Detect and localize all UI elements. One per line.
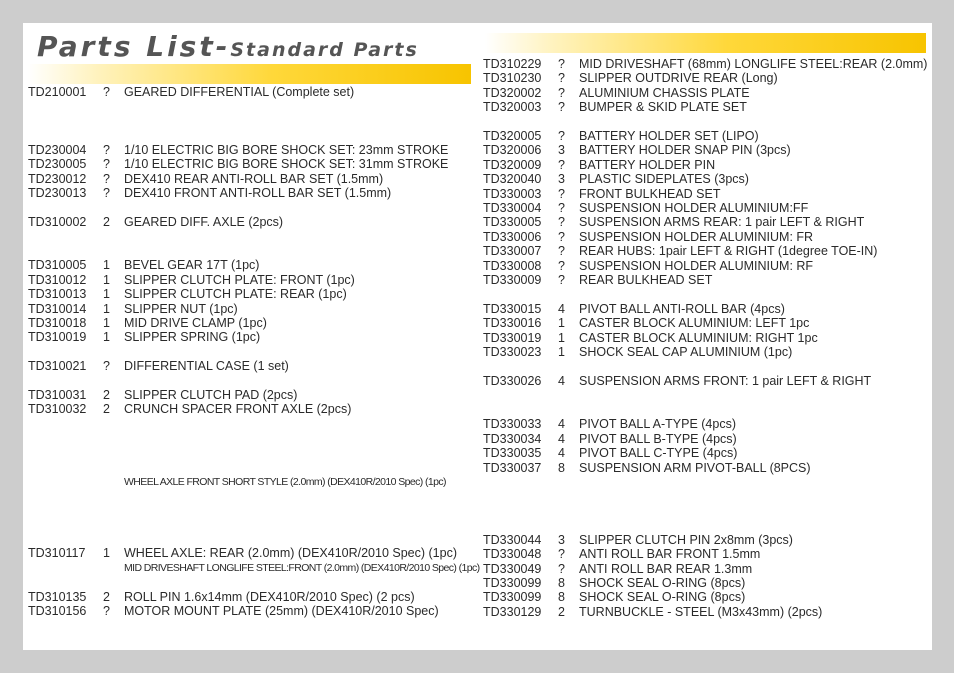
title-sub: Standard Parts <box>230 39 419 61</box>
part-code: TD330129 <box>483 605 542 619</box>
part-description: MID DRIVESHAFT (68mm) LONGLIFE STEEL:REAR (2.0mm) <box>579 57 928 71</box>
part-description: BEVEL GEAR 17T (1pc) <box>124 258 260 272</box>
part-qty: 2 <box>103 388 110 402</box>
part-qty: 2 <box>103 215 110 229</box>
part-qty: ? <box>558 201 565 215</box>
part-qty: ? <box>558 129 565 143</box>
part-code: TD330005 <box>483 215 542 229</box>
part-qty: ? <box>558 244 565 258</box>
part-qty: ? <box>558 57 565 71</box>
part-qty: ? <box>103 157 110 171</box>
part-code: TD210001 <box>28 85 87 99</box>
part-qty: ? <box>558 273 565 287</box>
part-description: ANTI ROLL BAR FRONT 1.5mm <box>579 547 761 561</box>
part-description: BUMPER & SKID PLATE SET <box>579 100 747 114</box>
part-qty: 4 <box>558 417 565 431</box>
part-qty: 8 <box>558 461 565 475</box>
part-description: WHEEL AXLE: REAR (2.0mm) (DEX410R/2010 Spec) (1pc) <box>124 546 457 560</box>
part-code: TD330037 <box>483 461 542 475</box>
part-code: TD330006 <box>483 230 542 244</box>
part-code: TD330048 <box>483 547 542 561</box>
part-qty: 3 <box>558 172 565 186</box>
part-code: TD320006 <box>483 143 542 157</box>
part-description: PIVOT BALL C-TYPE (4pcs) <box>579 446 738 460</box>
part-code: TD330003 <box>483 187 542 201</box>
part-description: DEX410 REAR ANTI-ROLL BAR SET (1.5mm) <box>124 172 384 186</box>
part-description: SUSPENSION ARMS FRONT: 1 pair LEFT & RIGHT <box>579 374 872 388</box>
part-qty: 1 <box>103 546 110 560</box>
part-description: CASTER BLOCK ALUMINIUM: RIGHT 1pc <box>579 331 818 345</box>
title-separator: - <box>215 30 231 63</box>
part-qty: 1 <box>558 331 565 345</box>
part-description: SHOCK SEAL O-RING (8pcs) <box>579 576 746 590</box>
part-qty: 8 <box>558 590 565 604</box>
part-code: TD310135 <box>28 590 87 604</box>
part-code: TD310013 <box>28 287 87 301</box>
part-description: GEARED DIFF. AXLE (2pcs) <box>124 215 284 229</box>
part-qty: ? <box>558 100 565 114</box>
part-qty: ? <box>558 187 565 201</box>
part-description: 1/10 ELECTRIC BIG BORE SHOCK SET: 23mm STROKE <box>124 143 449 157</box>
part-code: TD330035 <box>483 446 542 460</box>
part-qty: ? <box>103 604 110 618</box>
part-description: WHEEL AXLE FRONT SHORT STYLE (2.0mm) (DEX410R/2010 Spec) (1pc) <box>124 476 446 488</box>
part-description: REAR BULKHEAD SET <box>579 273 713 287</box>
part-description: SUSPENSION HOLDER ALUMINIUM: RF <box>579 259 814 273</box>
part-description: CRUNCH SPACER FRONT AXLE (2pcs) <box>124 402 352 416</box>
part-description: PIVOT BALL B-TYPE (4pcs) <box>579 432 737 446</box>
page-title <box>37 30 419 63</box>
part-qty: 1 <box>103 316 110 330</box>
part-description: PLASTIC SIDEPLATES (3pcs) <box>579 172 749 186</box>
part-description: MID DRIVESHAFT LONGLIFE STEEL:FRONT (2.0mm) (DEX410R/2010 Spec) (1pc) <box>124 562 480 574</box>
part-description: SLIPPER CLUTCH PIN 2x8mm (3pcs) <box>579 533 793 547</box>
part-qty: ? <box>558 230 565 244</box>
part-code: TD330034 <box>483 432 542 446</box>
part-code: TD330033 <box>483 417 542 431</box>
part-qty: ? <box>103 186 110 200</box>
part-code: TD320009 <box>483 158 542 172</box>
part-qty: ? <box>103 359 110 373</box>
part-description: SLIPPER SPRING (1pc) <box>124 330 261 344</box>
part-description: SLIPPER CLUTCH PLATE: FRONT (1pc) <box>124 273 355 287</box>
part-description: SLIPPER OUTDRIVE REAR (Long) <box>579 71 778 85</box>
part-code: TD230012 <box>28 172 87 186</box>
part-code: TD330026 <box>483 374 542 388</box>
part-qty: 8 <box>558 576 565 590</box>
part-code: TD330049 <box>483 562 542 576</box>
part-description: SHOCK SEAL O-RING (8pcs) <box>579 590 746 604</box>
part-description: CASTER BLOCK ALUMINIUM: LEFT 1pc <box>579 316 810 330</box>
part-description: SLIPPER NUT (1pc) <box>124 302 238 316</box>
part-code: TD310012 <box>28 273 87 287</box>
title-main: Parts List <box>37 30 216 63</box>
part-code: TD310229 <box>483 57 542 71</box>
part-description: SUSPENSION HOLDER ALUMINIUM:FF <box>579 201 809 215</box>
part-description: SUSPENSION ARMS REAR: 1 pair LEFT & RIGHT <box>579 215 865 229</box>
part-description: SUSPENSION HOLDER ALUMINIUM: FR <box>579 230 814 244</box>
part-qty: 1 <box>558 316 565 330</box>
part-description: TURNBUCKLE - STEEL (M3x43mm) (2pcs) <box>579 605 823 619</box>
part-qty: 3 <box>558 143 565 157</box>
part-description: ANTI ROLL BAR REAR 1.3mm <box>579 562 753 576</box>
part-code: TD330099 <box>483 590 542 604</box>
part-description: MID DRIVE CLAMP (1pc) <box>124 316 267 330</box>
part-description: DIFFERENTIAL CASE (1 set) <box>124 359 289 373</box>
part-code: TD320002 <box>483 86 542 100</box>
part-code: TD310031 <box>28 388 87 402</box>
part-qty: 4 <box>558 302 565 316</box>
part-qty: ? <box>558 259 565 273</box>
part-qty: 1 <box>103 287 110 301</box>
part-code: TD330008 <box>483 259 542 273</box>
part-description: BATTERY HOLDER SET (LIPO) <box>579 129 759 143</box>
part-description: REAR HUBS: 1pair LEFT & RIGHT (1degree TOE-IN) <box>579 244 878 258</box>
part-description: ALUMINIUM CHASSIS PLATE <box>579 86 750 100</box>
part-qty: ? <box>558 86 565 100</box>
part-qty: 1 <box>103 273 110 287</box>
part-description: SHOCK SEAL CAP ALUMINIUM (1pc) <box>579 345 793 359</box>
part-code: TD330019 <box>483 331 542 345</box>
part-qty: ? <box>558 562 565 576</box>
part-qty: ? <box>103 85 110 99</box>
part-description: 1/10 ELECTRIC BIG BORE SHOCK SET: 31mm STROKE <box>124 157 449 171</box>
part-description: SUSPENSION ARM PIVOT-BALL (8PCS) <box>579 461 811 475</box>
part-qty: ? <box>103 172 110 186</box>
part-code: TD310117 <box>28 546 86 560</box>
part-code: TD310230 <box>483 71 542 85</box>
part-code: TD310032 <box>28 402 87 416</box>
part-code: TD330004 <box>483 201 542 215</box>
part-qty: 1 <box>558 345 565 359</box>
part-code: TD330023 <box>483 345 542 359</box>
part-qty: 3 <box>558 533 565 547</box>
part-qty: 2 <box>103 590 110 604</box>
part-code: TD310021 <box>28 359 87 373</box>
part-qty: ? <box>558 158 565 172</box>
part-description: ROLL PIN 1.6x14mm (DEX410R/2010 Spec) (2 pcs) <box>124 590 415 604</box>
right-accent-bar <box>485 33 926 53</box>
part-code: TD330015 <box>483 302 542 316</box>
part-code: TD310005 <box>28 258 87 272</box>
part-qty: 2 <box>558 605 565 619</box>
part-code: TD230004 <box>28 143 87 157</box>
part-code: TD310018 <box>28 316 87 330</box>
part-description: MOTOR MOUNT PLATE (25mm) (DEX410R/2010 Spec) <box>124 604 439 618</box>
part-qty: 1 <box>103 330 110 344</box>
part-description: GEARED DIFFERENTIAL (Complete set) <box>124 85 355 99</box>
part-code: TD320040 <box>483 172 542 186</box>
part-code: TD330099 <box>483 576 542 590</box>
part-qty: ? <box>103 143 110 157</box>
part-description: PIVOT BALL ANTI-ROLL BAR (4pcs) <box>579 302 785 316</box>
part-code: TD320005 <box>483 129 542 143</box>
part-code: TD330016 <box>483 316 542 330</box>
part-code: TD330044 <box>483 533 542 547</box>
part-description: DEX410 FRONT ANTI-ROLL BAR SET (1.5mm) <box>124 186 392 200</box>
part-code: TD310156 <box>28 604 87 618</box>
part-description: BATTERY HOLDER PIN <box>579 158 716 172</box>
part-description: BATTERY HOLDER SNAP PIN (3pcs) <box>579 143 791 157</box>
part-qty: 1 <box>103 258 110 272</box>
part-description: SLIPPER CLUTCH PAD (2pcs) <box>124 388 298 402</box>
part-qty: 1 <box>103 302 110 316</box>
part-code: TD230005 <box>28 157 87 171</box>
part-description: PIVOT BALL A-TYPE (4pcs) <box>579 417 737 431</box>
part-description: SLIPPER CLUTCH PLATE: REAR (1pc) <box>124 287 347 301</box>
part-code: TD330007 <box>483 244 542 258</box>
part-code: TD320003 <box>483 100 542 114</box>
part-code: TD310019 <box>28 330 87 344</box>
part-code: TD330009 <box>483 273 542 287</box>
part-qty: ? <box>558 71 565 85</box>
part-qty: ? <box>558 215 565 229</box>
part-code: TD310002 <box>28 215 87 229</box>
left-accent-bar <box>28 64 471 84</box>
part-code: TD230013 <box>28 186 87 200</box>
part-code: TD310014 <box>28 302 87 316</box>
part-description: FRONT BULKHEAD SET <box>579 187 721 201</box>
part-qty: 4 <box>558 432 565 446</box>
part-qty: ? <box>558 547 565 561</box>
part-qty: 2 <box>103 402 110 416</box>
part-qty: 4 <box>558 446 565 460</box>
part-qty: 4 <box>558 374 565 388</box>
